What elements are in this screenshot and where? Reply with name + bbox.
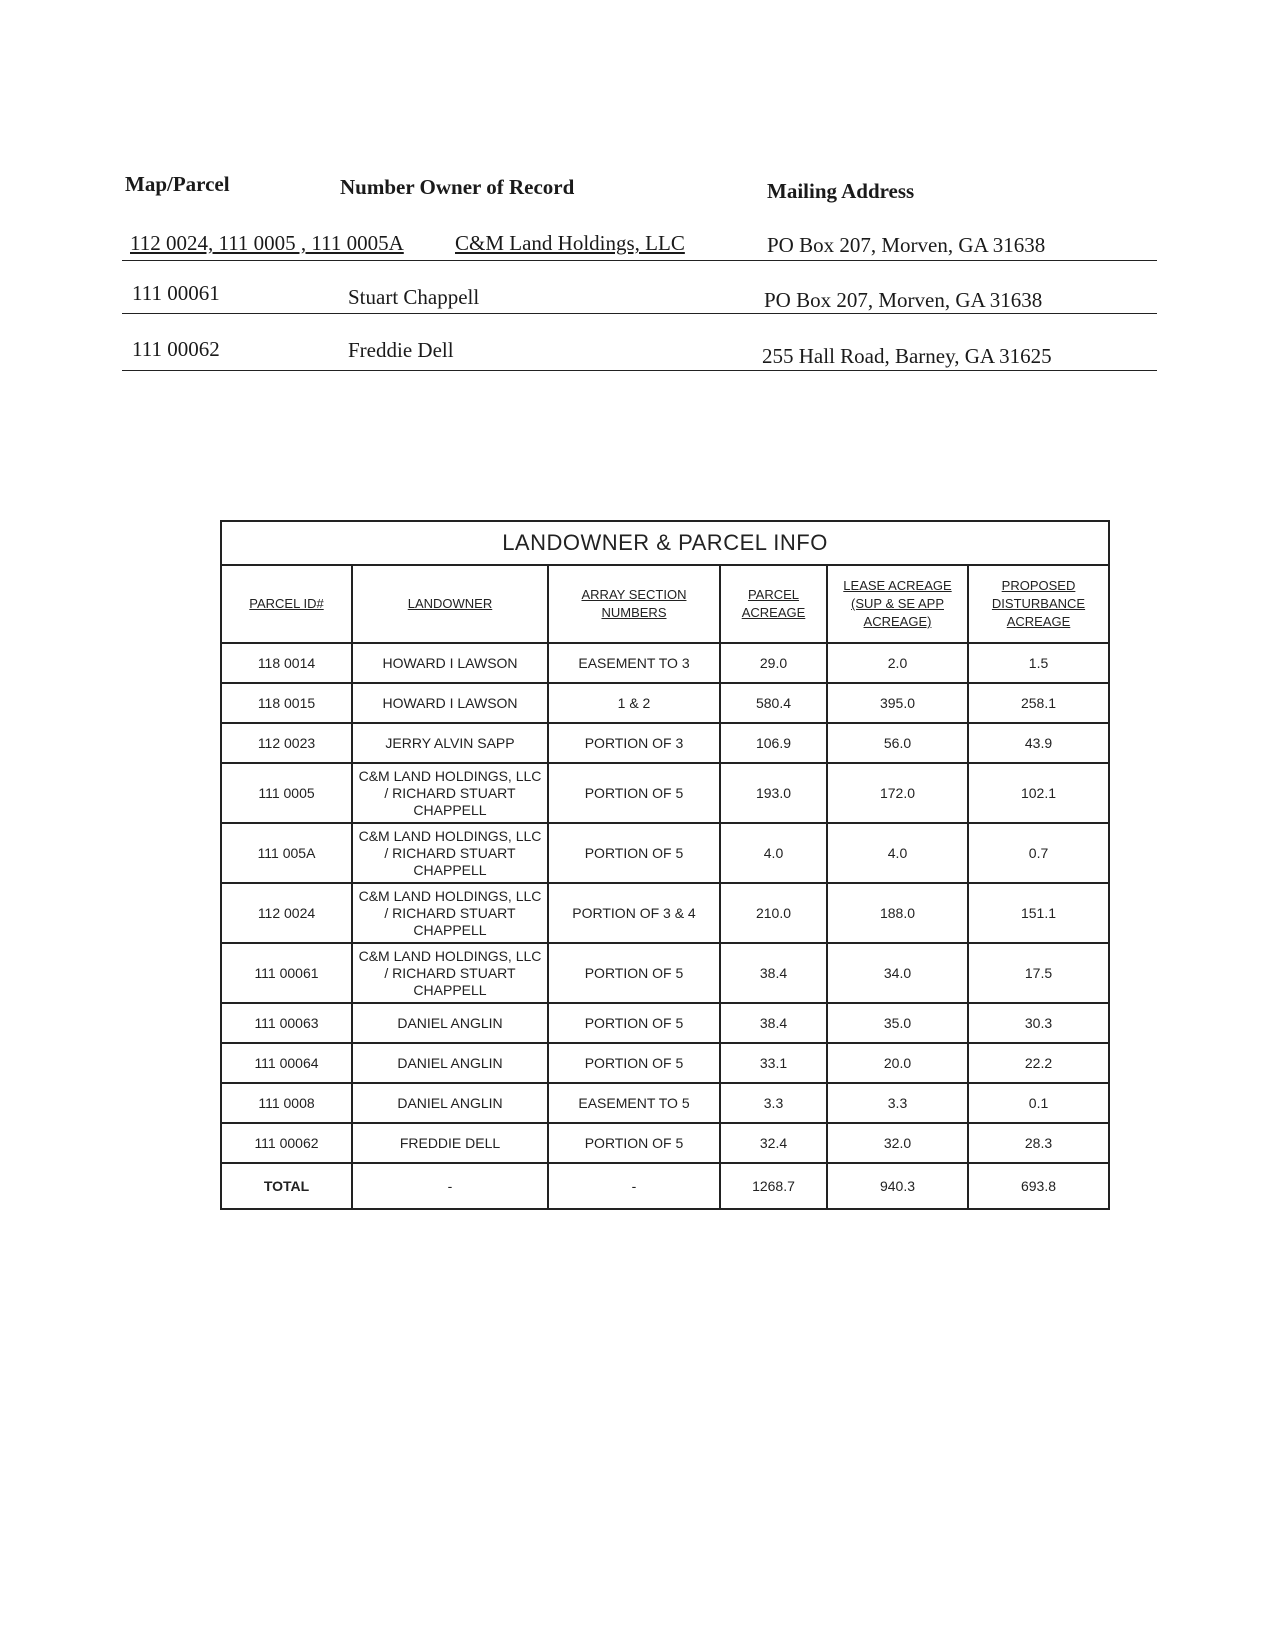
- table-row: [221, 1043, 1109, 1083]
- record-3-rule: [122, 370, 1157, 372]
- cell-lease-acreage: 20.0: [827, 1043, 968, 1083]
- record-3-parcel: 111 00062: [132, 337, 220, 361]
- cell-landowner: DANIEL ANGLIN: [352, 1043, 548, 1083]
- cell-disturbance-acreage: 0.1: [968, 1083, 1109, 1123]
- cell-landowner: C&M LAND HOLDINGS, LLC / RICHARD STUART CHAPPELL: [352, 943, 548, 1003]
- cell-disturbance-acreage: 30.3: [968, 1003, 1109, 1043]
- cell-parcel-id: 111 0008: [221, 1083, 352, 1123]
- landowner-parcel-table: [220, 520, 1108, 1210]
- cell-parcel-acreage: 33.1: [720, 1043, 827, 1083]
- cell-lease-acreage: 395.0: [827, 683, 968, 723]
- header-owner-of-record: Number Owner of Record: [340, 175, 575, 199]
- cell-disturbance-acreage: 22.2: [968, 1043, 1109, 1083]
- table-row: [221, 763, 1109, 823]
- table-row: [221, 723, 1109, 763]
- table-row: [221, 1083, 1109, 1123]
- cell-parcel-acreage: 4.0: [720, 823, 827, 883]
- col-disturbance-acreage: PROPOSED DISTURBANCE ACREAGE: [968, 565, 1109, 643]
- cell-landowner: C&M LAND HOLDINGS, LLC / RICHARD STUART CHAPPELL: [352, 763, 548, 823]
- record-1-rule: [122, 260, 1157, 262]
- col-landowner: LANDOWNER: [352, 565, 548, 643]
- record-2-owner: Stuart Chappell: [348, 285, 480, 309]
- table-row: [221, 883, 1109, 943]
- cell-parcel-acreage: 106.9: [720, 723, 827, 763]
- total-landowner: -: [352, 1163, 548, 1209]
- cell-disturbance-acreage: 151.1: [968, 883, 1109, 943]
- total-parcel-acreage: 1268.7: [720, 1163, 827, 1209]
- cell-landowner: C&M LAND HOLDINGS, LLC / RICHARD STUART CHAPPELL: [352, 883, 548, 943]
- cell-array-section: PORTION OF 5: [548, 763, 720, 823]
- cell-array-section: PORTION OF 5: [548, 1003, 720, 1043]
- cell-parcel-id: 112 0024: [221, 883, 352, 943]
- cell-landowner: FREDDIE DELL: [352, 1123, 548, 1163]
- cell-parcel-acreage: 29.0: [720, 643, 827, 683]
- cell-parcel-id: 111 00063: [221, 1003, 352, 1043]
- cell-lease-acreage: 56.0: [827, 723, 968, 763]
- cell-parcel-id: 111 00061: [221, 943, 352, 1003]
- cell-parcel-acreage: 32.4: [720, 1123, 827, 1163]
- record-1-parcel: 112 0024, 111 0005 , 111 0005A: [130, 231, 404, 255]
- parcel-table: [220, 520, 1110, 1210]
- cell-parcel-acreage: 38.4: [720, 1003, 827, 1043]
- record-1-owner: C&M Land Holdings, LLC: [455, 231, 685, 255]
- cell-lease-acreage: 3.3: [827, 1083, 968, 1123]
- cell-array-section: PORTION OF 5: [548, 943, 720, 1003]
- header-map-parcel: Map/Parcel: [125, 172, 230, 196]
- cell-array-section: PORTION OF 3 & 4: [548, 883, 720, 943]
- col-parcel-acreage: PARCEL ACREAGE: [720, 565, 827, 643]
- table-row: [221, 643, 1109, 683]
- cell-array-section: EASEMENT TO 5: [548, 1083, 720, 1123]
- cell-disturbance-acreage: 28.3: [968, 1123, 1109, 1163]
- cell-lease-acreage: 34.0: [827, 943, 968, 1003]
- cell-landowner: JERRY ALVIN SAPP: [352, 723, 548, 763]
- cell-lease-acreage: 35.0: [827, 1003, 968, 1043]
- header-mailing-address: Mailing Address: [767, 179, 915, 203]
- record-3-owner: Freddie Dell: [348, 338, 454, 362]
- cell-array-section: PORTION OF 5: [548, 823, 720, 883]
- cell-lease-acreage: 4.0: [827, 823, 968, 883]
- cell-lease-acreage: 172.0: [827, 763, 968, 823]
- cell-disturbance-acreage: 0.7: [968, 823, 1109, 883]
- table-row: [221, 943, 1109, 1003]
- total-lease-acreage: 940.3: [827, 1163, 968, 1209]
- table-row: [221, 1003, 1109, 1043]
- cell-parcel-acreage: 38.4: [720, 943, 827, 1003]
- cell-parcel-id: 111 00062: [221, 1123, 352, 1163]
- cell-parcel-id: 118 0015: [221, 683, 352, 723]
- cell-array-section: PORTION OF 5: [548, 1043, 720, 1083]
- col-lease-acreage: LEASE ACREAGE (SUP & SE APP ACREAGE): [827, 565, 968, 643]
- cell-parcel-id: 111 0005: [221, 763, 352, 823]
- col-array-section: ARRAY SECTION NUMBERS: [548, 565, 720, 643]
- cell-array-section: PORTION OF 5: [548, 1123, 720, 1163]
- cell-disturbance-acreage: 102.1: [968, 763, 1109, 823]
- cell-lease-acreage: 188.0: [827, 883, 968, 943]
- table-total-row: [221, 1163, 1109, 1209]
- table-row: [221, 1123, 1109, 1163]
- cell-landowner: HOWARD I LAWSON: [352, 683, 548, 723]
- cell-parcel-id: 111 005A: [221, 823, 352, 883]
- cell-parcel-acreage: 3.3: [720, 1083, 827, 1123]
- table-row: [221, 683, 1109, 723]
- cell-parcel-id: 118 0014: [221, 643, 352, 683]
- cell-disturbance-acreage: 1.5: [968, 643, 1109, 683]
- cell-landowner: C&M LAND HOLDINGS, LLC / RICHARD STUART CHAPPELL: [352, 823, 548, 883]
- record-1-address: PO Box 207, Morven, GA 31638: [767, 233, 1046, 257]
- table-title: LANDOWNER & PARCEL INFO: [221, 521, 1109, 565]
- total-label: TOTAL: [221, 1163, 352, 1209]
- cell-landowner: HOWARD I LAWSON: [352, 643, 548, 683]
- record-2-address: PO Box 207, Morven, GA 31638: [764, 288, 1043, 312]
- cell-disturbance-acreage: 17.5: [968, 943, 1109, 1003]
- cell-landowner: DANIEL ANGLIN: [352, 1003, 548, 1043]
- cell-disturbance-acreage: 258.1: [968, 683, 1109, 723]
- record-2-parcel: 111 00061: [132, 281, 220, 305]
- cell-landowner: DANIEL ANGLIN: [352, 1083, 548, 1123]
- cell-lease-acreage: 32.0: [827, 1123, 968, 1163]
- cell-parcel-acreage: 193.0: [720, 763, 827, 823]
- cell-parcel-id: 111 00064: [221, 1043, 352, 1083]
- cell-array-section: EASEMENT TO 3: [548, 643, 720, 683]
- cell-parcel-id: 112 0023: [221, 723, 352, 763]
- record-3-address: 255 Hall Road, Barney, GA 31625: [762, 344, 1052, 368]
- cell-array-section: 1 & 2: [548, 683, 720, 723]
- cell-parcel-acreage: 210.0: [720, 883, 827, 943]
- col-parcel-id: PARCEL ID#: [221, 565, 352, 643]
- total-array-section: -: [548, 1163, 720, 1209]
- record-2-rule: [122, 313, 1157, 315]
- cell-parcel-acreage: 580.4: [720, 683, 827, 723]
- total-disturbance-acreage: 693.8: [968, 1163, 1109, 1209]
- cell-lease-acreage: 2.0: [827, 643, 968, 683]
- table-row: [221, 823, 1109, 883]
- cell-disturbance-acreage: 43.9: [968, 723, 1109, 763]
- table-header-row: [221, 565, 1109, 643]
- cell-array-section: PORTION OF 3: [548, 723, 720, 763]
